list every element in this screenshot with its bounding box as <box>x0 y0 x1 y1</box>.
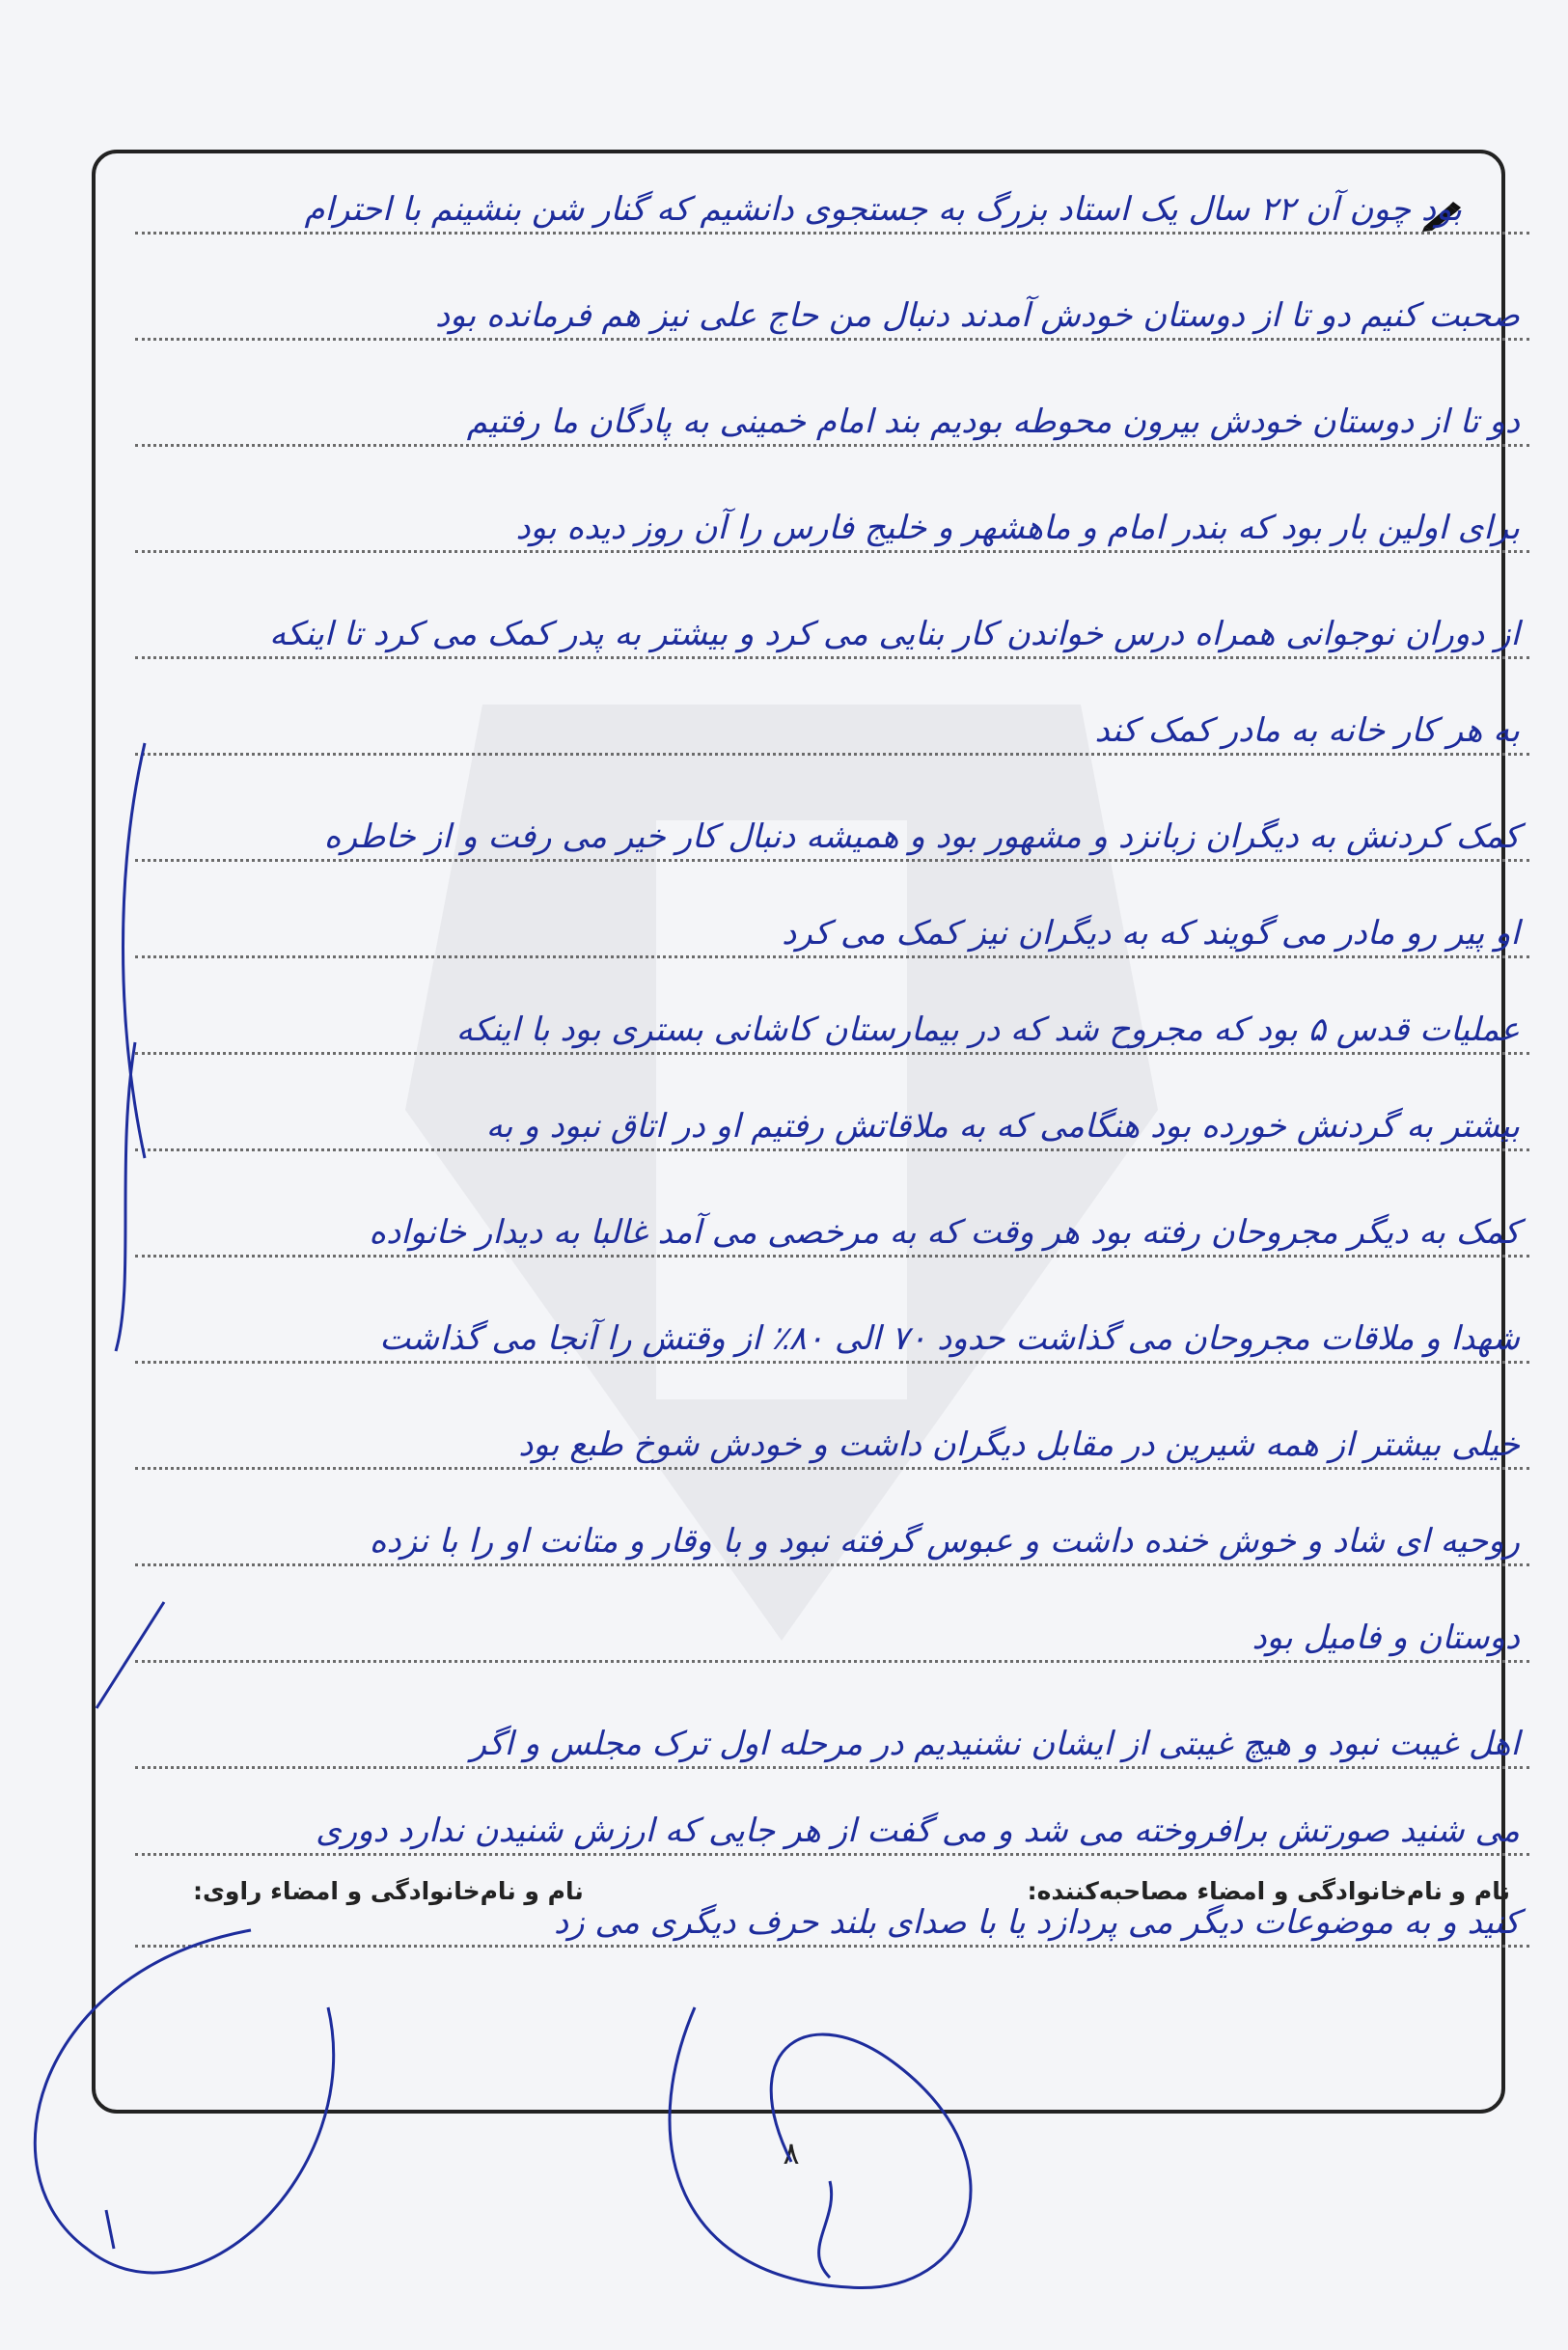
text-line-6: به هر کار خانه به مادر کمک کند <box>135 676 1529 756</box>
interviewer-signature-tail <box>819 2181 832 2278</box>
text-line-8: او پیر رو مادر می گویند که به دیگران نیز کمک می کرد <box>135 878 1529 958</box>
text-line-13: خیلی بیشتر از همه شیرین در مقابل دیگران داشت و خودش شوخ طبع بود <box>135 1390 1529 1470</box>
narrator-signature-stroke <box>106 2210 114 2249</box>
text-line-12: شهدا و ملاقات مجروحان می گذاشت حدود ۷۰ الی ۸۰٪ از وقتش را آنجا می گذاشت <box>135 1284 1529 1364</box>
text-line-11: کمک به دیگر مجروحان رفته بود هر وقت که به مرخصی می آمد غالبا به دیدار خانواده <box>135 1177 1529 1258</box>
text-line-17: می شنید صورتش برافروخته می شد و می گفت از هر جایی که ارزش شنیدن ندارد دوری <box>135 1776 1529 1856</box>
text-line-18: کنید و به موضوعات دیگر می پردازد یا با صدای بلند حرف دیگری می زد <box>135 1867 1529 1948</box>
text-line-16: اهل غیبت نبود و هیچ غیبتی از ایشان نشنیدیم در مرحله اول ترک مجلس و اگر <box>135 1689 1529 1769</box>
text-line-7: کمک کردنش به دیگران زبانزد و مشهور بود و همیشه دنبال کار خیر می رفت و از خاطره <box>135 782 1529 862</box>
text-line-15: دوستان و فامیل بود <box>135 1583 1529 1663</box>
text-line-2: صحبت کنیم دو تا از دوستان خودش آمدند دنبال من حاج علی نیز هم فرمانده بود <box>135 261 1529 341</box>
interviewer-signature-label: نام و نام‌خانوادگی و امضاء مصاحبه‌کننده: <box>1027 1877 1510 1905</box>
text-line-3: دو تا از دوستان خودش بیرون محوطه بودیم بند امام خمینی به پادگان ما رفتیم <box>135 367 1529 447</box>
text-line-14: روحیه ای شاد و خوش خنده داشت و عبوس گرفته نبود و با وقار و متانت او را با نزده <box>135 1486 1529 1566</box>
text-line-1: بود چون آن ۲۲ سال یک استاد بزرگ به جستجوی دانشیم که گنار شن بنشینم با احترام <box>135 154 1529 235</box>
narrator-signature-label: نام و نام‌خانوادگی و امضاء راوی: <box>193 1877 584 1905</box>
text-line-4: برای اولین بار بود که بندر امام و ماهشهر و خلیج فارس را آن روز دیده بود <box>135 473 1529 553</box>
text-line-5: از دوران نوجوانی همراه درس خواندن کار بنایی می کرد و بیشتر به پدر کمک می کرد تا اینکه <box>135 579 1529 659</box>
text-line-9: عملیات قدس ۵ بود که مجروح شد که در بیمارستان کاشانی بستری بود با اینکه <box>135 975 1529 1055</box>
text-line-10: بیشتر به گردنش خورده بود هنگامی که به ملاقاتش رفتیم او در اتاق نبود و به <box>135 1071 1529 1151</box>
page-number: ۸ <box>783 2135 800 2171</box>
